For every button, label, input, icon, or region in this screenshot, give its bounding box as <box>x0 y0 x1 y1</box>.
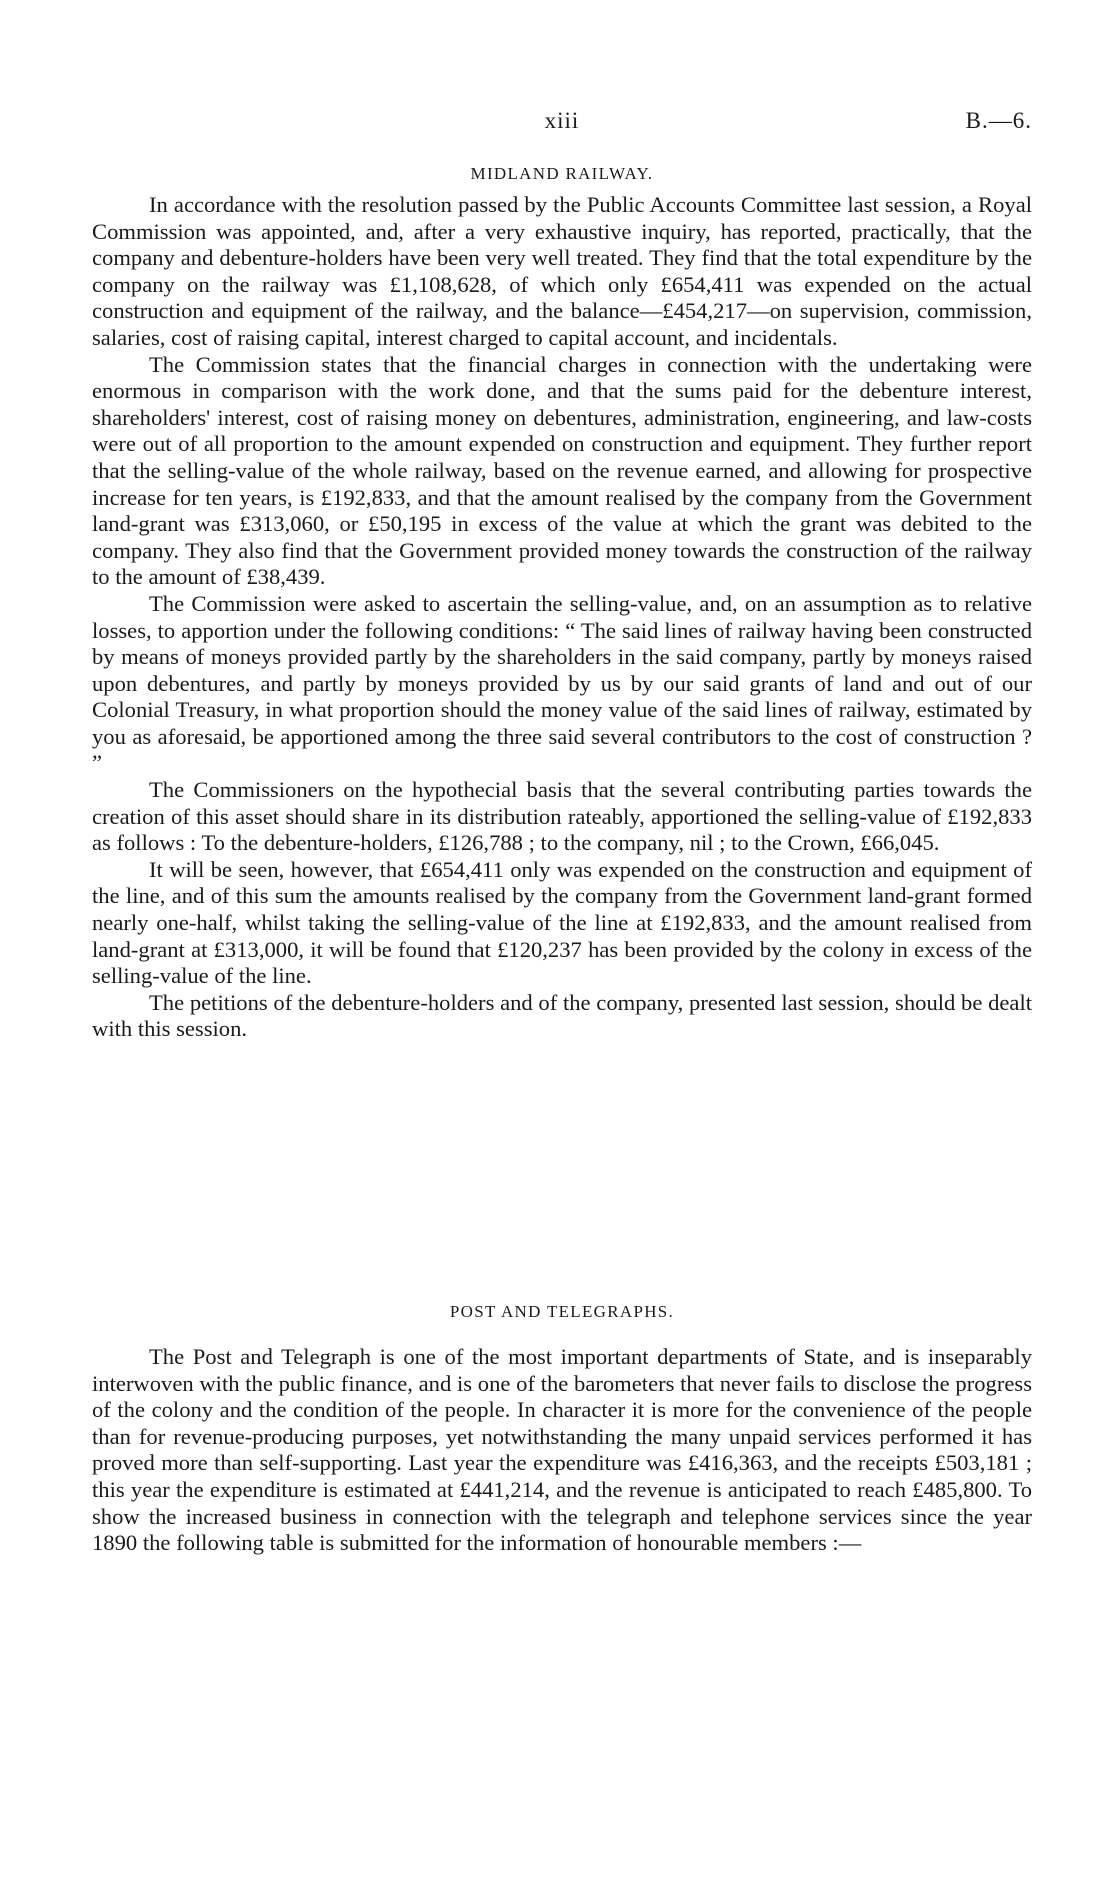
midland-paragraph-5: It will be seen, however, that £654,411 only was expended on the construction and equipment of the line, and of this sum the amounts realised by the company from the Government land-grant formed nearly one-half, whilst taking the selling-value of the line at £192,833, and the amount realised from land-grant at £313,000, it will be found that £120,237 has been provided by the colony in excess of the selling-value of the line. <box>92 856 1032 989</box>
midland-paragraph-3: The Commission were asked to ascertain the selling-value, and, on an assumption as to relative losses, to apportion under the following conditions: “ The said lines of railway having been constructed by means of moneys provided partly by the shareholders in the said company, partly by moneys raised upon debentures, and partly by moneys provided by us by our said grants of land and out of our Colonial Treasury, in what proportion should the money value of the said lines of railway, estimated by you as aforesaid, be apportioned among the three said several contributors to the cost of construction ? ” <box>92 590 1032 776</box>
page-number: xiii <box>544 108 580 133</box>
midland-railway-heading: MIDLAND RAILWAY. <box>470 164 654 183</box>
document-reference: B.—6. <box>965 108 1032 133</box>
midland-paragraph-6: The petitions of the debenture-holders and of the company, presented last session, should be dealt with this session. <box>92 989 1032 1042</box>
post-telegraphs-heading: POST AND TELEGRAPHS. <box>449 1302 675 1321</box>
running-header <box>92 108 1032 138</box>
post-paragraph-1: The Post and Telegraph is one of the most important departments of State, and is inseparably interwoven with the public finance, and is one of the barometers that never fails to disclose the progress of the colony and the condition of the people. In character it is more for the convenience of the people than for revenue-producing purposes, yet notwithstanding the many unpaid services performed it has proved more than self-supporting. Last year the expenditure was £416,363, and the receipts £503,181 ; this year the expenditure is estimated at £441,214, and the revenue is anticipated to reach £485,800. To show the increased business in connection with the telegraph and telephone services since the year 1890 the following table is submitted for the information of honourable members :— <box>92 1344 1032 1556</box>
midland-paragraph-1: In accordance with the resolution passed by the Public Accounts Committee last session, a Royal Commission was appointed, and, after a very exhaustive inquiry, has reported, practically, that the company and debenture-holders have been very well treated. They find that the total expenditure by the company on the railway was £1,108,628, of which only £654,411 was expended on the actual construction and equipment of the railway, and the balance—£454,217—on supervision, commission, salaries, cost of raising capital, interest charged to capital account, and incidentals. <box>92 192 1032 350</box>
midland-paragraph-2: The Commission states that the financial charges in connection with the undertaking were enormous in comparison with the work done, and that the sums paid for the debenture interest, shareholders' interest, cost of raising money on debentures, administration, engineering, and law-costs were out of all proportion to the amount expended on construction and equipment. They further report that the selling-value of the whole railway, based on the revenue earned, and allowing for prospective increase for ten years, is £192,833, and that the amount realised by the company from the Government land-grant was £313,060, or £50,195 in excess of the value at which the grant was debited to the company. They also find that the Government provided money towards the construction of the railway to the amount of £38,439. <box>92 351 1032 590</box>
midland-paragraph-4: The Commissioners on the hypothecial basis that the several contributing parties towards the creation of this asset should share in its distribution rateably, apportioned the selling-value of £192,833 as follows : To the debenture-holders, £126,788 ; to the company, nil ; to the Crown, £66,045. <box>92 777 1032 856</box>
midland-railway-section <box>92 164 1032 1043</box>
post-telegraphs-section <box>92 1302 1032 1557</box>
